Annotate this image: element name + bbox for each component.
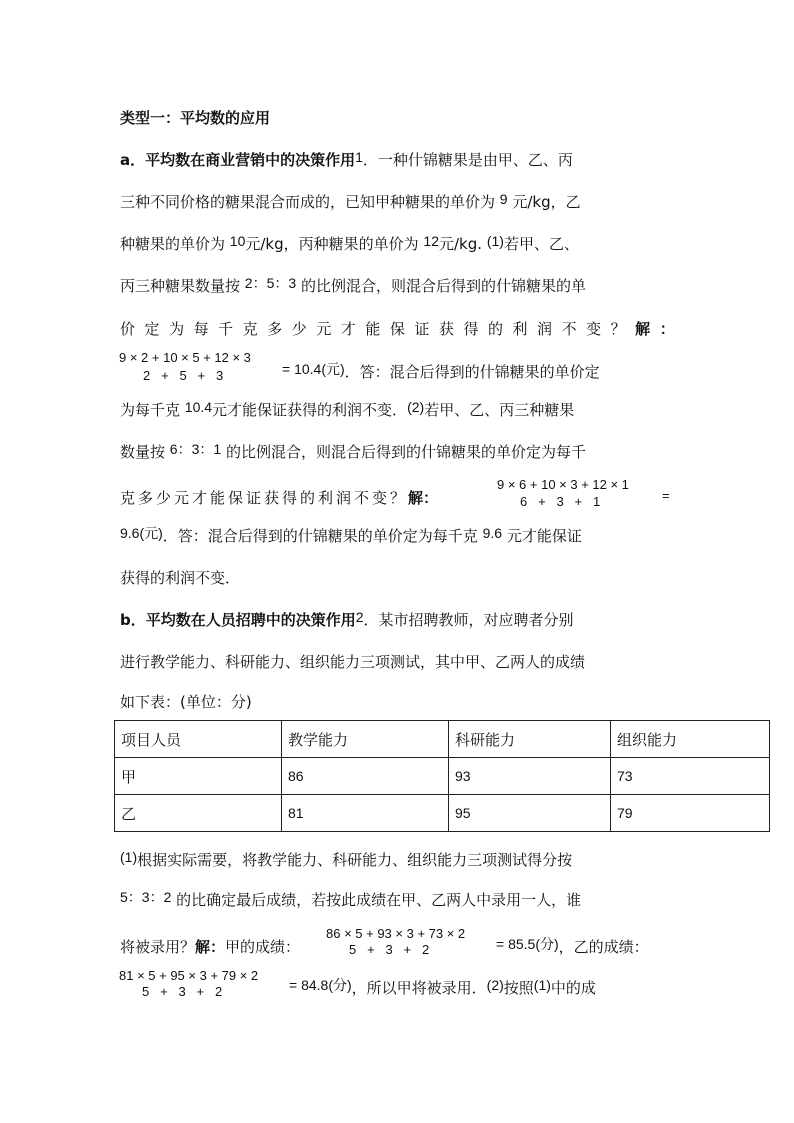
table-cell: 甲 — [115, 758, 282, 795]
spaced-char: 少 — [291, 320, 307, 338]
solution-label: 解： — [195, 938, 226, 956]
part-b2-line-3b — [496, 937, 649, 957]
part-a-line-4 — [120, 276, 586, 296]
table-row — [115, 795, 770, 832]
result-4: = 84.8(分) — [289, 977, 352, 993]
table-header-cell: 教学能力 — [282, 721, 449, 758]
price-c: 12 — [423, 233, 439, 249]
text: 克多少元才能保证获得的利润不变？ — [120, 489, 409, 507]
part-a-heading: a．平均数在商业营销中的决策作用 — [120, 151, 356, 169]
table-cell: 86 — [282, 758, 449, 795]
text: 若甲、乙、 — [503, 235, 579, 253]
part-a-line-8 — [120, 442, 586, 462]
spaced-char: 证 — [414, 320, 430, 338]
spaced-char: ： — [659, 320, 675, 338]
text: ，所以甲将被录用． — [351, 979, 487, 997]
part-b2-line-3 — [120, 937, 300, 957]
text: 元才能保证 — [506, 527, 582, 545]
part-a-line-7 — [120, 400, 574, 420]
table-cell: 95 — [449, 795, 611, 832]
question-number-1: 1 — [355, 149, 363, 165]
part-a-line-9 — [120, 488, 438, 508]
part-b2-line-4 — [289, 978, 596, 998]
part-a-line-10 — [120, 526, 582, 546]
table-cell: 93 — [449, 758, 611, 795]
solution-label: 解： — [408, 489, 439, 507]
fraction-4-numerator: 81 × 5 + 95 × 3 + 79 × 2 — [119, 968, 259, 983]
spaced-char: 克 — [242, 320, 258, 338]
fraction-1-denominator: 2 + 5 + 3 — [143, 368, 224, 383]
spaced-char: ？ — [610, 320, 626, 338]
text: 若甲、乙、丙三种糖果 — [424, 401, 575, 419]
ratio-3: 5：3：2 — [120, 889, 172, 905]
sub-question-2: (2) — [407, 399, 425, 415]
text: 的比确定最后成绩，若按此成绩在甲、乙两人中录用一人，谁 — [176, 891, 582, 909]
spaced-char: 得 — [463, 320, 479, 338]
text: 为每千克 — [120, 401, 181, 419]
table-header-cell: 科研能力 — [449, 721, 611, 758]
part-b2-line-1 — [120, 850, 572, 870]
part-b-heading: b．平均数在人员招聘中的决策作用 — [120, 611, 356, 629]
text: 元/kg. — [439, 235, 483, 253]
text: 的比例混合，则混合后得到的什锦糖果的单 — [300, 277, 586, 295]
table-row — [115, 758, 770, 795]
text: ．一种什锦糖果是由甲、乙、丙 — [362, 151, 573, 169]
spaced-char: 解 — [635, 320, 651, 338]
text: 三种不同价格的糖果混合而成的，已知甲种糖果的单价为 — [120, 193, 496, 211]
sub-question-2: (2) — [486, 977, 504, 993]
part-a-line-2 — [120, 192, 581, 212]
spaced-char: 变 — [586, 320, 602, 338]
text: 元/kg，乙 — [512, 193, 581, 211]
spaced-char: 每 — [193, 320, 209, 338]
question-number-2: 2 — [355, 609, 364, 625]
fraction-3-numerator: 86 × 5 + 93 × 3 + 73 × 2 — [326, 926, 466, 941]
part-b2-line-2 — [120, 890, 581, 910]
part-b-line-1 — [120, 610, 574, 630]
table-header-row — [115, 721, 770, 758]
price-result-2: 9.6 — [482, 525, 503, 541]
part-b-line-3: 如下表：(单位：分) — [120, 693, 252, 711]
text: 元才能保证获得的利润不变． — [212, 401, 408, 419]
table-cell: 79 — [611, 795, 770, 832]
spaced-char: 价 — [120, 320, 136, 338]
result-3: = 85.5(分) — [496, 936, 559, 952]
spaced-char: 千 — [218, 320, 234, 338]
spaced-char: 不 — [561, 320, 577, 338]
spaced-char: 保 — [389, 320, 405, 338]
sub-question-ref: (1) — [533, 977, 551, 993]
fraction-1-numerator: 9 × 2 + 10 × 5 + 12 × 3 — [119, 350, 251, 365]
text: ，乙的成绩： — [558, 938, 649, 956]
text: ．答：混合后得到的什锦糖果的单价定为每千克 — [162, 527, 478, 545]
part-a-line-3 — [120, 234, 579, 254]
price-b: 10 — [229, 233, 246, 249]
part-a-line-1 — [120, 150, 573, 170]
spaced-char: 才 — [340, 320, 356, 338]
section-title: 类型一：平均数的应用 — [120, 109, 271, 127]
result-1: = 10.4(元) — [282, 361, 345, 377]
price-result-1: 10.4 — [184, 399, 213, 415]
text: 甲的成绩： — [225, 938, 301, 956]
table-cell: 81 — [282, 795, 449, 832]
fraction-2-denominator: 6 + 3 + 1 — [520, 494, 601, 509]
table-header-cell: 项目人员 — [115, 721, 282, 758]
table-header-cell: 组织能力 — [611, 721, 770, 758]
spaced-char: 能 — [365, 320, 381, 338]
part-b-line-2: 进行教学能力、科研能力、组织能力三项测试，其中甲、乙两人的成绩 — [120, 653, 586, 671]
spaced-char: 定 — [144, 320, 160, 338]
fraction-2-numerator: 9 × 6 + 10 × 3 + 12 × 1 — [497, 477, 629, 492]
sub-question-1: (1) — [486, 233, 504, 249]
result-2: 9.6(元) — [120, 525, 163, 541]
text: 中的成 — [550, 979, 596, 997]
text: 丙三种糖果数量按 — [120, 277, 241, 295]
spaced-char: 多 — [267, 320, 283, 338]
price-a: 9 — [499, 191, 508, 207]
part-a-line-5 — [120, 319, 675, 339]
spaced-char: 获 — [438, 320, 454, 338]
spaced-char: 的 — [487, 320, 503, 338]
text: 根据实际需要，将教学能力、科研能力、组织能力三项测试得分按 — [137, 851, 573, 869]
part-a-line-11: 获得的利润不变． — [120, 569, 241, 587]
spaced-char: 润 — [537, 320, 553, 338]
fraction-3-denominator: 5 + 3 + 2 — [349, 942, 430, 957]
text: 按照 — [503, 979, 534, 997]
text: 种糖果的单价为 — [120, 235, 226, 253]
sub-question-1: (1) — [120, 849, 138, 865]
table-cell: 73 — [611, 758, 770, 795]
ratio-1: 2：5：3 — [244, 275, 297, 291]
fraction-4-denominator: 5 + 3 + 2 — [142, 984, 223, 999]
part-a-line-6 — [282, 362, 600, 382]
spaced-char: 利 — [512, 320, 528, 338]
scores-table — [114, 720, 770, 832]
text: ．答：混合后得到的什锦糖果的单价定 — [344, 363, 600, 381]
text: ．某市招聘教师，对应聘者分别 — [363, 611, 574, 629]
text: 元/kg，丙种糖果的单价为 — [245, 235, 419, 253]
text: 将被录用？ — [120, 938, 196, 956]
table-cell: 乙 — [115, 795, 282, 832]
text: 的比例混合，则混合后得到的什锦糖果的单价定为每千 — [225, 443, 586, 461]
spaced-char: 元 — [316, 320, 332, 338]
equals-sign: = — [662, 488, 670, 503]
spaced-char: 为 — [169, 320, 185, 338]
ratio-2: 6：3：1 — [169, 441, 222, 457]
text: 数量按 — [120, 443, 166, 461]
